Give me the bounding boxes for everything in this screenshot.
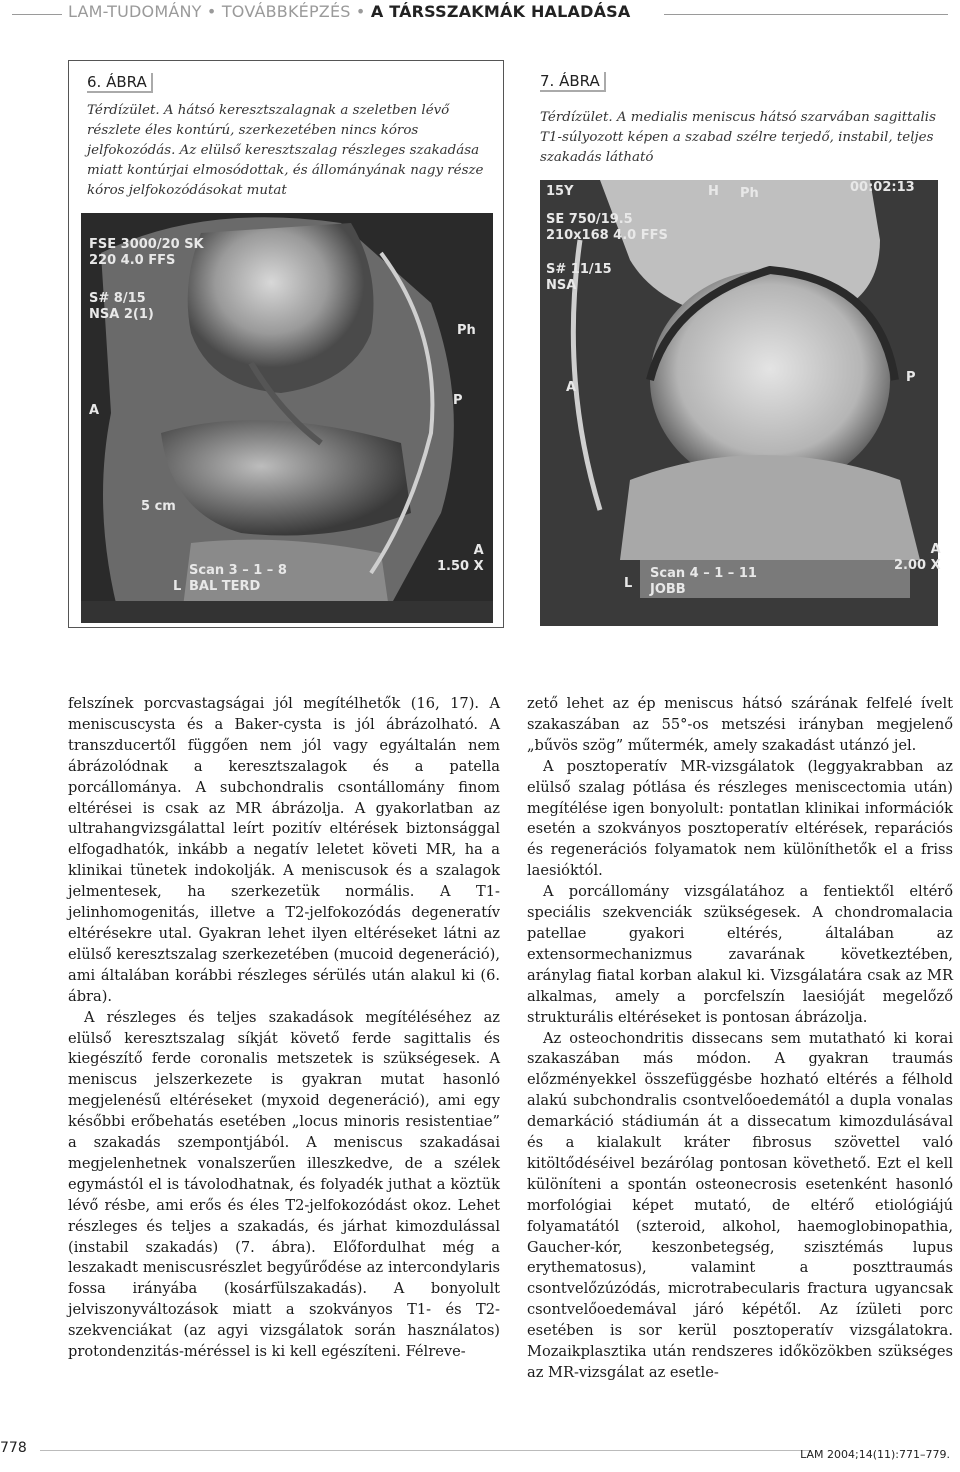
body-column-left [68,694,500,1363]
mri-7-slice-info: S# 11/15 NSA [546,262,612,293]
header-title [68,2,630,21]
page-number: 778 [0,1440,27,1456]
mri-6-anterior-marker: A [89,403,100,418]
mri-6-zoom-info: A 1.50 X [437,543,484,574]
header-title-bold: A TÁRSSZAKMÁK HALADÁSA [370,2,631,21]
figure-7-label: 7. ÁBRA [540,72,606,92]
footer-rule [40,1450,810,1451]
header-rule-left [12,14,62,15]
body-right-paragraph-3: A porcállomány vizsgálatához a fentiektől eltérő speciális szekvenciák szükségesek. A chondromalacia patellae gyakori eltérés, általában az extensormechanizmus zavarának következtében, aránylag fiatal korban alakul ki. Vizsgálatára csak az MR alkalmas, amely a porcfelszín laesióját megelőző strukturális eltéréseket is pontosan ábrázolja. [527,883,953,1026]
mri-6-sequence-info: FSE 3000/20 SK 220 4.0 FFS [89,237,204,268]
body-column-right [527,694,953,1384]
figure-6-mri-image [81,213,493,623]
mri-6-phase-marker: Ph [457,323,476,338]
body-left-paragraph-2: A részleges és teljes szakadások megítéléséhez az elülső keresztszalag síkját követő ferde sagittalis és kiegészítő ferde coronalis metszetek is szükségesek. A meniscus jelszerkezete is gyakran mutat hasonló megjelenésű eltéréseket (myxoid degeneráció), ami egy későbbi erőbehatás esetében „locus minoris resistentiae” a szakadás szempontjából. A meniscus szakadásai megjelenhetnek vonalszerűen illeszkedve, de a szélek egymástól el is távolodhatnak, és folyadék juthat a köztük lévő résbe, ami erős és éles T2-jelfokozódást okoz. Lehet részleges és teljes a szakadás, és járhat kimozdulással (instabil szakadás) (7. ábra). Előfordulhat még a leszakadt meniscusrészlet begyűrődése az intercondylaris fossa irányába (kosárfülszakadás). A bonyolult jelviszonyváltozások miatt a szokványos T1- és T2-szekvenciákat (az agyi vizsgálatok során használatos) protondenzitás-méréssel is ki kell egészíteni. Félreve- [68,1008,500,1361]
figure-6-label: 6. ÁBRA [87,73,153,93]
journal-citation: LAM 2004;14(11):771–779. [800,1448,950,1461]
figure-7-box [530,60,948,626]
body-right-paragraph-1: zető lehet az ép meniscus hátsó szárának felfelé ívelt szakaszában az 55°-os metszési irányban megjelenő „bűvös szög” műtermék, amely szakadást utánzó jel. [527,695,953,754]
mri-6-left-marker: L [173,579,182,594]
mri-6-slice-info: S# 8/15 NSA 2(1) [89,291,154,322]
mri-6-scan-info: Scan 3 – 1 – 8 BAL TERD [189,563,287,594]
header-title-light: LAM-TUDOMÁNY • TOVÁBBKÉPZÉS • [68,2,366,21]
mri-7-sequence-info: SE 750/19.5 210x168 4.0 FFS [546,212,668,243]
mri-7-head-marker: H [708,184,719,199]
mri-6-posterior-marker: P [453,393,463,408]
body-left-paragraph-1: felszínek porcvastagságai jól megítélhetők (16, 17). A meniscuscysta és a Baker-cysta is jól ábrázolható. A transzducertől függően nem jól vagy egyáltalán nem ábrázolódnak a keresztszalagok és a patella porcállománya. A subchondralis csontállomány finom eltérései is csak az MR ábrázolja. A gyakorlatban az ultrahangvizsgálattal leírt pozitív eltérések biztonsággal elfogadhatók, inkább a negatív leletet követi MR, ha a klinikai tünetek indokolják. A meniscusok és a szalagok jelmentesek, ha szerkezetük normális. A T1-jelinhomogenitás, illetve a T2-jelfokozódás degeneratív eltérésekre utal. Gyakran lehet ilyen eltéréseket látni az elülső keresztszalag szerkezetében (mucoid degeneráció), ami általában korábbi részleges sérülés után alakul ki (6. ábra). [68,695,500,1005]
mri-7-zoom-info: A 2.00 X [894,542,941,573]
mri-6-scale-label: 5 cm [141,499,176,514]
mri-7-left-marker: L [624,576,633,591]
knee-mri-sagittal-right [540,180,938,626]
mri-7-time: 00:02:13 [850,180,915,195]
mri-7-age: 15Y [546,184,574,199]
body-right-paragraph-4: Az osteochondritis dissecans sem mutatható ki korai szakaszában más módon. A gyakran traumás előzményekkel összefüggésbe hozható eltérés a félhold alakú subchondralis csontvelőoedemától a dupla vonalas demarkáció stádiumán át a dissecatum kimozdulásával és a kialakult kráter fibrosus szövettel való kitöltődéséivel bezárólag pontosan követhető. Ezt el kell különíteni a spontán osteonecrosis esetenként hasonló morfológiai képet mutató, de eltérő etiológiájú folyamatától (szteroid, alkohol, haemoglobinopathia, Gaucher-kór, keszonbetegség, szisztémás lupus erythematosus), valamint a poszttraumás csontvelőzúzódás, microtrabecularis fractura ugyancsak csontvelőoedemával járó képétől. Az ízületi porc esetében is sor kerül posztoperatív vizsgálatokra. Mozaikplasztika után rendszeres időközökben szükséges az MR-vizsgálat az esetle- [527,1029,953,1381]
running-header [0,0,960,30]
mri-7-posterior-marker: P [906,370,916,385]
figure-6-box [68,60,504,628]
mri-7-anterior-marker: A [566,380,577,395]
body-right-paragraph-2: A posztoperatív MR-vizsgálatok (leggyakrabban az elülső szalag pótlása és részleges meniscectomia után) megítélése igen bonyolult: pontatlan klinikai információk esetén a szokványos posztoperatív eltérések, reparációs és regenerációs folyamatok nem különíthetők el a friss laesióktól. [527,757,953,880]
header-rule-right [664,14,948,15]
knee-mri-sagittal-left [81,213,493,623]
figure-6-caption: Térdízület. A hátsó keresztszalagnak a szeletben lévő részlete éles kontúrú, szerkezetében nincs kóros jelfokozódás. Az elülső keresztszalag részleges szakadása miatt kontúrjai elmosódottak, és állományának nagy része kóros jelfokozódásokat mutat [87,103,484,198]
mri-7-scan-info: Scan 4 – 1 – 11 JOBB [650,566,757,597]
mri-7-phase-marker: Ph [740,186,759,201]
figure-7-mri-image [540,180,941,626]
figure-7-caption: Térdízület. A medialis meniscus hátsó szarvában sagittalis T1-súlyozott képen a szabad szélre terjedő, instabil, teljes szakadás látható [540,110,936,165]
